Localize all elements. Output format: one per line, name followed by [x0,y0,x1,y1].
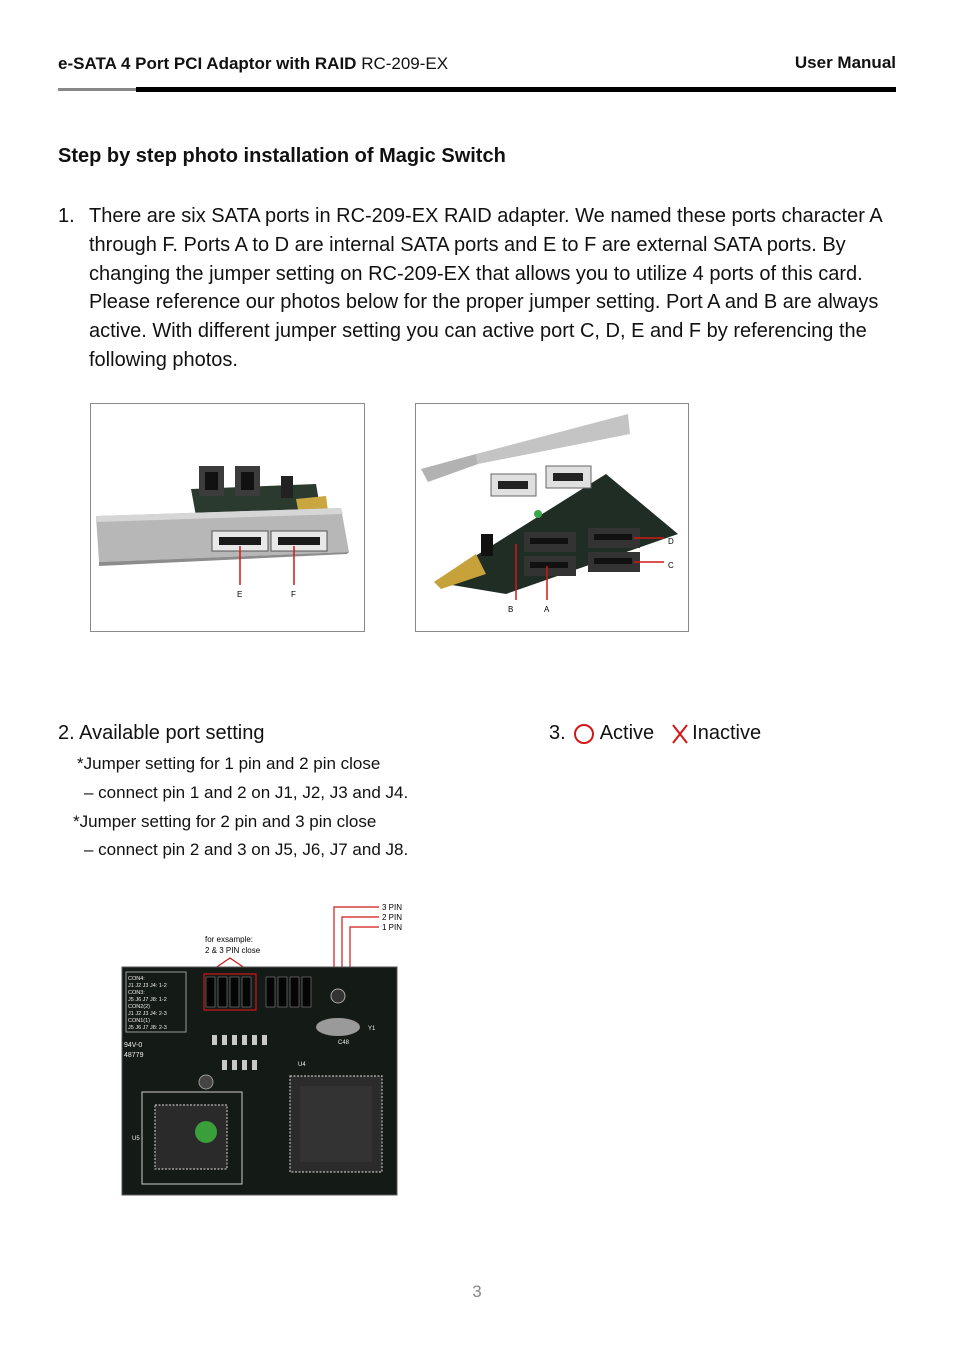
label-port-b: B [508,605,514,614]
con-line-4: J5 J6 J7 J8: 1-2 [128,997,167,1003]
header-manual-label: User Manual [794,53,896,72]
example-label-1: for exsample: [205,935,254,944]
mark-u5: U5 [132,1136,140,1142]
jumper-board-photo [120,900,410,1200]
step-2-line-1: *Jumper setting for 1 pin and 2 pin close [77,754,381,773]
pin-3-label: 3 PIN [382,903,403,912]
mark-u4: U4 [298,1062,306,1068]
photo-external-ports [90,403,365,632]
example-label-2: 2 & 3 PIN close [205,946,261,955]
pin-1-label: 1 PIN [382,923,403,932]
photo-internal-ports [415,403,689,632]
step-2-line-4: – connect pin 2 and 3 on J5, J6, J7 and J8. [84,840,409,859]
con-line-2: J1 J2 J3 J4: 1-2 [128,983,167,989]
con-line-8: J5 J6 J7 J8: 2-3 [128,1025,167,1031]
active-label: Active [599,722,655,744]
header-rule-thin [58,88,136,91]
page-number: 3 [472,1282,482,1301]
step-3-number: 3. [549,722,566,744]
active-circle-icon [574,724,594,744]
label-port-e: E [237,590,243,599]
con-line-1: CON4: [128,976,145,982]
con-line-6: J1 J2 J3 J4: 2-3 [128,1011,167,1017]
step-2-line-2: – connect pin 1 and 2 on J1, J2, J3 and J4. [84,783,409,802]
step-1 [58,202,898,375]
mark-y1: Y1 [368,1026,376,1032]
header-rule-thick [136,87,896,92]
header-model: RC-209-EX [361,54,449,73]
step-2-title: 2. Available port setting [58,722,265,744]
con-line-3: CON3: [128,990,145,996]
label-port-c: C [668,561,674,570]
label-port-d: D [668,537,674,546]
con-line-5: CON2(2) [128,1004,151,1010]
mark-c48: C48 [338,1040,350,1046]
header-title [58,54,448,74]
inactive-label: Inactive [692,722,762,744]
step-3-legend [549,722,761,745]
step-2-line-3: *Jumper setting for 2 pin and 3 pin close [73,812,377,831]
mark-48779: 48779 [124,1052,144,1059]
label-port-f: F [291,590,296,599]
mark-94v0: 94V-0 [124,1042,143,1049]
con-line-7: CON1(1) [128,1018,151,1024]
label-port-a: A [544,605,550,614]
header-product-name: e-SATA 4 Port PCI Adaptor with RAID [58,54,357,73]
step-1-number: 1. [58,205,75,227]
pin-2-label: 2 PIN [382,913,403,922]
step-1-text: There are six SATA ports in RC-209-EX RAID adapter. We named these ports character A through F. Ports A to D are internal SATA ports and E to F are external SATA ports. By changing the jumper setting on RC-209-EX that allows you to utilize 4 ports of this card. Please reference our photos below for the proper jumper setting. Port A and B are always active. With different jumper setting you can active port C, D, E and F by referencing the following photos. [89,205,882,371]
section-title: Step by step photo installation of Magic Switch [58,145,506,167]
inactive-cross-icon [670,724,690,744]
